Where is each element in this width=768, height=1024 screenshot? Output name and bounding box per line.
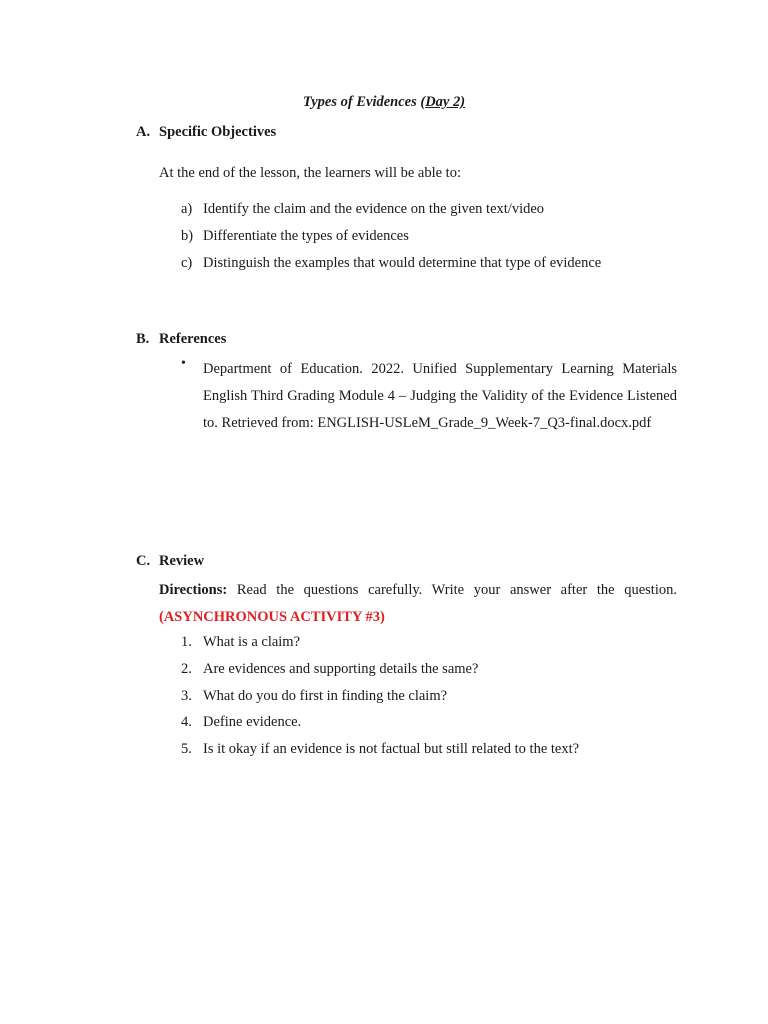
section-c-title: Review [159, 553, 205, 569]
objectives-intro: At the end of the lesson, the learners will be able to: [159, 165, 461, 181]
section-b-heading [136, 331, 226, 348]
question-text: What is a claim? [203, 634, 301, 650]
question-item [181, 661, 478, 678]
question-text: What do you do first in finding the claim? [203, 688, 448, 704]
objective-item [181, 255, 601, 272]
title-main: Types of Evidences ( [302, 94, 426, 110]
section-a-letter: A. [136, 124, 151, 140]
section-c-heading [136, 553, 204, 570]
objective-item [181, 228, 409, 245]
document-title [0, 94, 768, 111]
question-text: Is it okay if an evidence is not factual but still related to the text? [203, 741, 580, 757]
objective-marker: a) [181, 201, 193, 217]
bullet-icon: • [181, 356, 186, 371]
section-b-title: References [159, 331, 227, 347]
question-item [181, 688, 447, 705]
reference-text: Department of Education. 2022. Unified Supplementary Learning Materials English Third Grading Module 4 – Judging the Validity of the Evidence Listened to. Retrieved from: ENGLISH-USLeM_Grade_9_Week-7_Q3-final.docx.pdf [203, 361, 677, 431]
question-item [181, 634, 300, 651]
directions-paragraph [159, 577, 677, 631]
question-text: Are evidences and supporting details the same? [203, 661, 479, 677]
question-number: 5. [181, 741, 192, 757]
question-item [181, 741, 579, 758]
question-number: 1. [181, 634, 192, 650]
activity-label: (ASYNCHRONOUS ACTIVITY #3) [159, 609, 385, 625]
title-day: Day 2) [425, 94, 466, 110]
section-c-letter: C. [136, 553, 151, 569]
section-a-title: Specific Objectives [159, 124, 277, 140]
objective-text: Identify the claim and the evidence on the given text/video [203, 201, 545, 217]
question-number: 3. [181, 688, 192, 704]
question-item [181, 714, 301, 731]
question-text: Define evidence. [203, 714, 302, 730]
section-a-heading [136, 124, 276, 141]
question-number: 2. [181, 661, 192, 677]
section-b-letter: B. [136, 331, 150, 347]
objective-marker: b) [181, 228, 194, 244]
objective-text: Differentiate the types of evidences [203, 228, 409, 244]
objective-marker: c) [181, 255, 193, 271]
objective-item [181, 201, 544, 218]
objective-text: Distinguish the examples that would determine that type of evidence [203, 255, 602, 271]
question-number: 4. [181, 714, 192, 730]
directions-label: Directions: [159, 582, 228, 598]
directions-text: Read the questions carefully. Write your answer after the question. [227, 582, 677, 598]
